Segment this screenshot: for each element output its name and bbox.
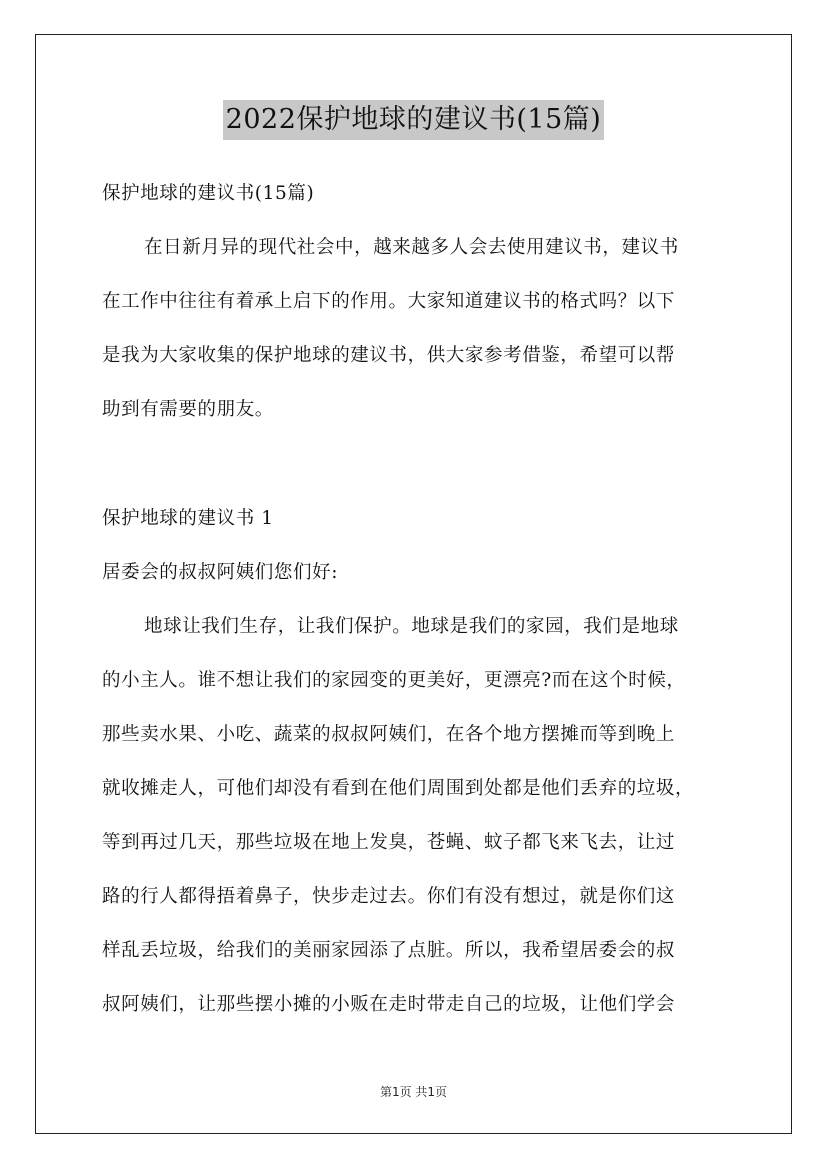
body-line-1[interactable]: 地球让我们生存，让我们保护。地球是我们的家园，我们是地球 <box>144 616 679 637</box>
document-title[interactable]: 2022保护地球的建议书(15篇) <box>223 100 605 140</box>
body-line-7[interactable]: 样乱丢垃圾，给我们的美丽家园添了点脏。所以，我希望居委会的叔 <box>102 940 676 961</box>
intro-line-1[interactable]: 在日新月异的现代社会中，越来越多人会去使用建议书，建议书 <box>144 237 679 258</box>
section-heading[interactable]: 保护地球的建议书 1 <box>102 508 274 529</box>
intro-line-4[interactable]: 助到有需要的朋友。 <box>102 399 274 420</box>
salutation[interactable]: 居委会的叔叔阿姨们您们好: <box>102 562 339 583</box>
intro-line-2[interactable]: 在工作中往往有着承上启下的作用。大家知道建议书的格式吗？以下 <box>102 291 676 312</box>
body-line-6[interactable]: 路的行人都得捂着鼻子，快步走过去。你们有没有想过，就是你们这 <box>102 886 676 907</box>
body-line-5[interactable]: 等到再过几天，那些垃圾在地上发臭，苍蝇、蚊子都飞来飞去，让过 <box>102 832 676 853</box>
body-line-8[interactable]: 叔阿姨们，让那些摆小摊的小贩在走时带走自己的垃圾，让他们学会 <box>102 994 676 1015</box>
intro-line-3[interactable]: 是我为大家收集的保护地球的建议书，供大家参考借鉴，希望可以帮 <box>102 345 676 366</box>
body-line-4[interactable]: 就收摊走人，可他们却没有看到在他们周围到处都是他们丢弃的垃圾， <box>102 778 695 799</box>
body-line-3[interactable]: 那些卖水果、小吃、蔬菜的叔叔阿姨们，在各个地方摆摊而等到晚上 <box>102 724 676 745</box>
page-footer: 第1页 共1页 <box>379 1085 448 1099</box>
body-line-2[interactable]: 的小主人。谁不想让我们的家园变的更美好，更漂亮?而在这个时候， <box>102 670 686 691</box>
title-container <box>0 100 827 140</box>
subtitle[interactable]: 保护地球的建议书(15篇) <box>102 183 315 204</box>
